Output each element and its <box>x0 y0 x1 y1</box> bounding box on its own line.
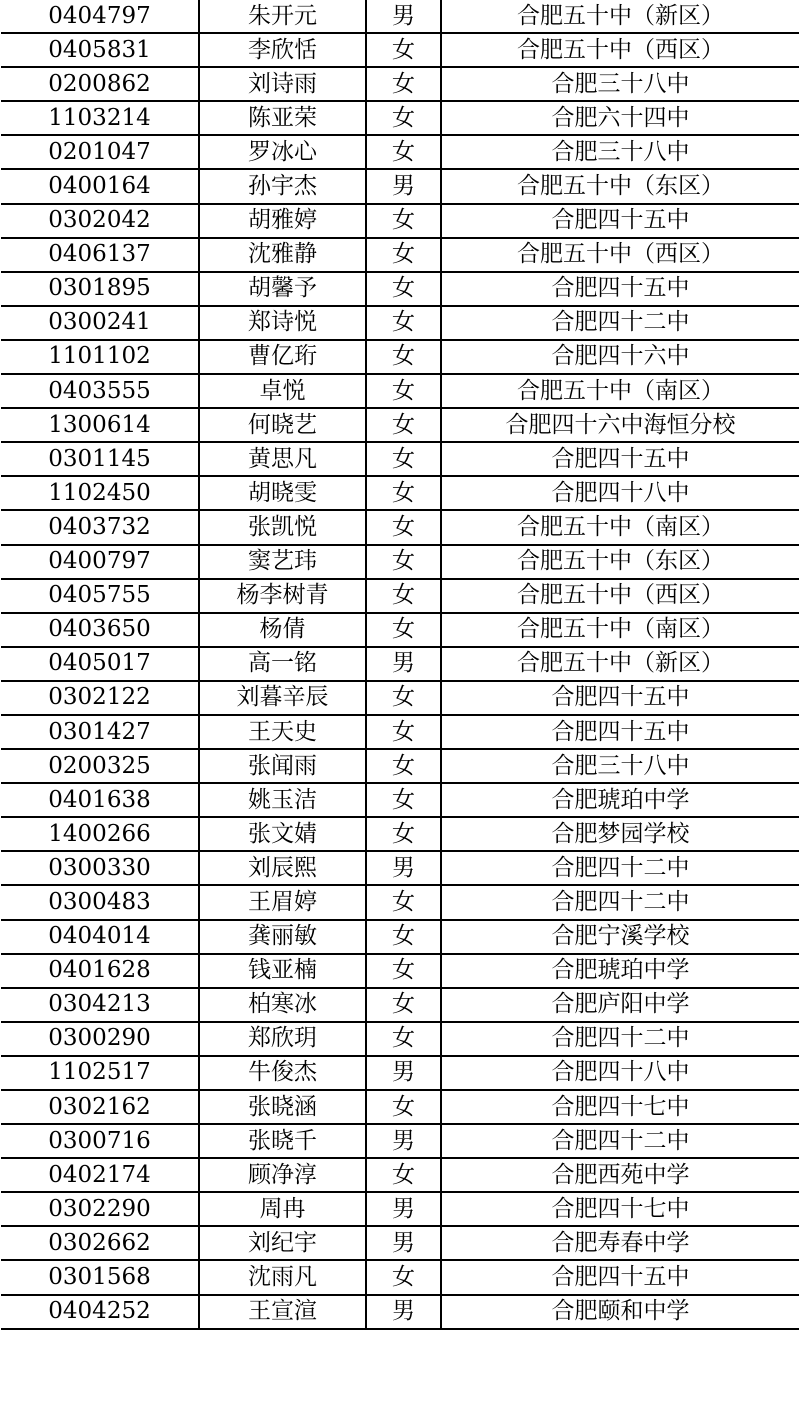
student-name-cell: 卓悦 <box>199 374 366 408</box>
student-name-cell: 孙宇杰 <box>199 169 366 203</box>
student-gender-cell: 女 <box>366 306 441 340</box>
student-name-cell: 胡馨予 <box>199 272 366 306</box>
student-school-cell: 合肥五十中（西区） <box>441 579 799 613</box>
student-name-cell: 杨倩 <box>199 613 366 647</box>
student-id-cell: 0406137 <box>1 238 199 272</box>
student-name-cell: 窦艺玮 <box>199 545 366 579</box>
student-gender-cell: 女 <box>366 408 441 442</box>
student-name-cell: 郑诗悦 <box>199 306 366 340</box>
student-name-cell: 李欣恬 <box>199 33 366 67</box>
student-roster-table <box>1 0 799 1330</box>
student-id-cell: 0405755 <box>1 579 199 613</box>
table-row <box>1 306 799 340</box>
student-name-cell: 张凯悦 <box>199 510 366 544</box>
student-name-cell: 胡晓雯 <box>199 476 366 510</box>
table-row <box>1 1022 799 1056</box>
student-gender-cell: 女 <box>366 374 441 408</box>
student-school-cell: 合肥四十五中 <box>441 204 799 238</box>
student-gender-cell: 女 <box>366 67 441 101</box>
student-gender-cell: 女 <box>366 681 441 715</box>
student-school-cell: 合肥寿春中学 <box>441 1226 799 1260</box>
student-name-cell: 刘诗雨 <box>199 67 366 101</box>
student-gender-cell: 女 <box>366 101 441 135</box>
student-name-cell: 周冉 <box>199 1192 366 1226</box>
student-id-cell: 0401638 <box>1 783 199 817</box>
student-gender-cell: 男 <box>366 0 441 33</box>
table-row <box>1 1158 799 1192</box>
table-row <box>1 885 799 919</box>
student-name-cell: 张晓千 <box>199 1124 366 1158</box>
student-school-cell: 合肥五十中（南区） <box>441 510 799 544</box>
student-name-cell: 黄思凡 <box>199 442 366 476</box>
student-gender-cell: 女 <box>366 442 441 476</box>
student-id-cell: 0402174 <box>1 1158 199 1192</box>
table-row <box>1 715 799 749</box>
student-gender-cell: 男 <box>366 851 441 885</box>
student-id-cell: 0300241 <box>1 306 199 340</box>
student-gender-cell: 女 <box>366 988 441 1022</box>
student-name-cell: 曹亿珩 <box>199 340 366 374</box>
student-name-cell: 张文婧 <box>199 817 366 851</box>
student-gender-cell: 男 <box>366 1192 441 1226</box>
student-name-cell: 张闻雨 <box>199 749 366 783</box>
student-gender-cell: 女 <box>366 1260 441 1294</box>
student-id-cell: 1101102 <box>1 340 199 374</box>
student-school-cell: 合肥四十五中 <box>441 681 799 715</box>
student-name-cell: 柏寒冰 <box>199 988 366 1022</box>
student-gender-cell: 女 <box>366 817 441 851</box>
table-row <box>1 238 799 272</box>
student-school-cell: 合肥六十四中 <box>441 101 799 135</box>
student-school-cell: 合肥五十中（西区） <box>441 33 799 67</box>
student-name-cell: 郑欣玥 <box>199 1022 366 1056</box>
student-gender-cell: 女 <box>366 1158 441 1192</box>
student-school-cell: 合肥三十八中 <box>441 749 799 783</box>
student-school-cell: 合肥四十二中 <box>441 1022 799 1056</box>
student-name-cell: 高一铭 <box>199 647 366 681</box>
table-row <box>1 1226 799 1260</box>
table-row <box>1 0 799 33</box>
student-school-cell: 合肥四十八中 <box>441 476 799 510</box>
student-id-cell: 0403555 <box>1 374 199 408</box>
student-gender-cell: 女 <box>366 510 441 544</box>
roster-body <box>1 0 799 1329</box>
student-id-cell: 0405017 <box>1 647 199 681</box>
student-school-cell: 合肥五十中（东区） <box>441 545 799 579</box>
student-name-cell: 沈雨凡 <box>199 1260 366 1294</box>
student-gender-cell: 女 <box>366 715 441 749</box>
student-name-cell: 张晓涵 <box>199 1090 366 1124</box>
table-row <box>1 442 799 476</box>
student-gender-cell: 女 <box>366 579 441 613</box>
student-name-cell: 刘辰熙 <box>199 851 366 885</box>
table-row <box>1 169 799 203</box>
student-gender-cell: 女 <box>366 545 441 579</box>
student-name-cell: 沈雅静 <box>199 238 366 272</box>
student-gender-cell: 男 <box>366 1295 441 1329</box>
student-school-cell: 合肥四十五中 <box>441 1260 799 1294</box>
student-id-cell: 0403732 <box>1 510 199 544</box>
student-school-cell: 合肥四十五中 <box>441 715 799 749</box>
student-school-cell: 合肥西苑中学 <box>441 1158 799 1192</box>
student-gender-cell: 女 <box>366 476 441 510</box>
table-row <box>1 101 799 135</box>
student-gender-cell: 男 <box>366 1056 441 1090</box>
student-name-cell: 王宣渲 <box>199 1295 366 1329</box>
student-id-cell: 0405831 <box>1 33 199 67</box>
student-id-cell: 0302162 <box>1 1090 199 1124</box>
student-name-cell: 杨李树青 <box>199 579 366 613</box>
student-id-cell: 0302662 <box>1 1226 199 1260</box>
student-gender-cell: 女 <box>366 749 441 783</box>
student-gender-cell: 女 <box>366 33 441 67</box>
student-name-cell: 钱亚楠 <box>199 954 366 988</box>
table-row <box>1 681 799 715</box>
student-school-cell: 合肥颐和中学 <box>441 1295 799 1329</box>
student-gender-cell: 女 <box>366 1090 441 1124</box>
student-id-cell: 0400797 <box>1 545 199 579</box>
table-row <box>1 988 799 1022</box>
student-school-cell: 合肥梦园学校 <box>441 817 799 851</box>
student-school-cell: 合肥四十八中 <box>441 1056 799 1090</box>
student-name-cell: 牛俊杰 <box>199 1056 366 1090</box>
student-school-cell: 合肥四十二中 <box>441 885 799 919</box>
student-id-cell: 0403650 <box>1 613 199 647</box>
table-row <box>1 408 799 442</box>
student-id-cell: 1102450 <box>1 476 199 510</box>
student-gender-cell: 女 <box>366 1022 441 1056</box>
student-school-cell: 合肥四十二中 <box>441 306 799 340</box>
table-row <box>1 817 799 851</box>
table-row <box>1 1090 799 1124</box>
student-gender-cell: 女 <box>366 135 441 169</box>
table-row <box>1 1192 799 1226</box>
student-id-cell: 0201047 <box>1 135 199 169</box>
table-row <box>1 851 799 885</box>
student-gender-cell: 女 <box>366 272 441 306</box>
student-gender-cell: 男 <box>366 169 441 203</box>
student-gender-cell: 男 <box>366 647 441 681</box>
table-row <box>1 1295 799 1329</box>
student-id-cell: 0304213 <box>1 988 199 1022</box>
student-gender-cell: 男 <box>366 1124 441 1158</box>
student-gender-cell: 女 <box>366 238 441 272</box>
student-id-cell: 0300290 <box>1 1022 199 1056</box>
student-name-cell: 陈亚荣 <box>199 101 366 135</box>
student-name-cell: 刘暮辛辰 <box>199 681 366 715</box>
student-id-cell: 0404252 <box>1 1295 199 1329</box>
table-row <box>1 920 799 954</box>
table-row <box>1 1260 799 1294</box>
student-school-cell: 合肥四十二中 <box>441 851 799 885</box>
student-gender-cell: 女 <box>366 885 441 919</box>
student-school-cell: 合肥四十二中 <box>441 1124 799 1158</box>
student-school-cell: 合肥琥珀中学 <box>441 783 799 817</box>
table-row <box>1 510 799 544</box>
table-row <box>1 545 799 579</box>
table-row <box>1 340 799 374</box>
student-id-cell: 0404797 <box>1 0 199 33</box>
student-name-cell: 朱开元 <box>199 0 366 33</box>
table-row <box>1 33 799 67</box>
table-row <box>1 954 799 988</box>
student-id-cell: 0300716 <box>1 1124 199 1158</box>
student-gender-cell: 女 <box>366 340 441 374</box>
student-gender-cell: 女 <box>366 204 441 238</box>
student-school-cell: 合肥四十五中 <box>441 272 799 306</box>
student-id-cell: 0200862 <box>1 67 199 101</box>
table-row <box>1 272 799 306</box>
student-school-cell: 合肥四十六中 <box>441 340 799 374</box>
student-gender-cell: 女 <box>366 783 441 817</box>
student-id-cell: 1103214 <box>1 101 199 135</box>
student-name-cell: 王眉婷 <box>199 885 366 919</box>
student-id-cell: 0302042 <box>1 204 199 238</box>
student-name-cell: 龚丽敏 <box>199 920 366 954</box>
student-gender-cell: 女 <box>366 954 441 988</box>
student-school-cell: 合肥五十中（南区） <box>441 374 799 408</box>
student-name-cell: 刘纪宇 <box>199 1226 366 1260</box>
student-id-cell: 0200325 <box>1 749 199 783</box>
student-school-cell: 合肥五十中（新区） <box>441 0 799 33</box>
table-row <box>1 1056 799 1090</box>
student-school-cell: 合肥四十七中 <box>441 1192 799 1226</box>
student-id-cell: 0300483 <box>1 885 199 919</box>
student-gender-cell: 男 <box>366 1226 441 1260</box>
student-school-cell: 合肥四十七中 <box>441 1090 799 1124</box>
student-school-cell: 合肥五十中（西区） <box>441 238 799 272</box>
student-id-cell: 1102517 <box>1 1056 199 1090</box>
student-school-cell: 合肥五十中（新区） <box>441 647 799 681</box>
table-row <box>1 204 799 238</box>
student-id-cell: 0301895 <box>1 272 199 306</box>
student-school-cell: 合肥四十六中海恒分校 <box>441 408 799 442</box>
student-id-cell: 0302122 <box>1 681 199 715</box>
table-row <box>1 783 799 817</box>
student-id-cell: 1300614 <box>1 408 199 442</box>
student-name-cell: 姚玉洁 <box>199 783 366 817</box>
student-id-cell: 0301145 <box>1 442 199 476</box>
student-id-cell: 0301427 <box>1 715 199 749</box>
student-name-cell: 王天史 <box>199 715 366 749</box>
student-id-cell: 0300330 <box>1 851 199 885</box>
table-row <box>1 67 799 101</box>
student-gender-cell: 女 <box>366 613 441 647</box>
student-school-cell: 合肥三十八中 <box>441 135 799 169</box>
table-row <box>1 1124 799 1158</box>
student-id-cell: 0401628 <box>1 954 199 988</box>
table-row <box>1 749 799 783</box>
student-id-cell: 0400164 <box>1 169 199 203</box>
student-name-cell: 胡雅婷 <box>199 204 366 238</box>
student-id-cell: 0404014 <box>1 920 199 954</box>
student-name-cell: 何晓艺 <box>199 408 366 442</box>
table-row <box>1 579 799 613</box>
student-school-cell: 合肥五十中（东区） <box>441 169 799 203</box>
student-school-cell: 合肥五十中（南区） <box>441 613 799 647</box>
student-id-cell: 1400266 <box>1 817 199 851</box>
student-school-cell: 合肥四十五中 <box>441 442 799 476</box>
student-school-cell: 合肥琥珀中学 <box>441 954 799 988</box>
table-row <box>1 374 799 408</box>
student-id-cell: 0301568 <box>1 1260 199 1294</box>
table-row <box>1 613 799 647</box>
student-school-cell: 合肥三十八中 <box>441 67 799 101</box>
student-id-cell: 0302290 <box>1 1192 199 1226</box>
table-row <box>1 647 799 681</box>
student-name-cell: 罗冰心 <box>199 135 366 169</box>
student-school-cell: 合肥庐阳中学 <box>441 988 799 1022</box>
student-gender-cell: 女 <box>366 920 441 954</box>
student-name-cell: 顾净淳 <box>199 1158 366 1192</box>
student-school-cell: 合肥宁溪学校 <box>441 920 799 954</box>
table-row <box>1 135 799 169</box>
table-row <box>1 476 799 510</box>
